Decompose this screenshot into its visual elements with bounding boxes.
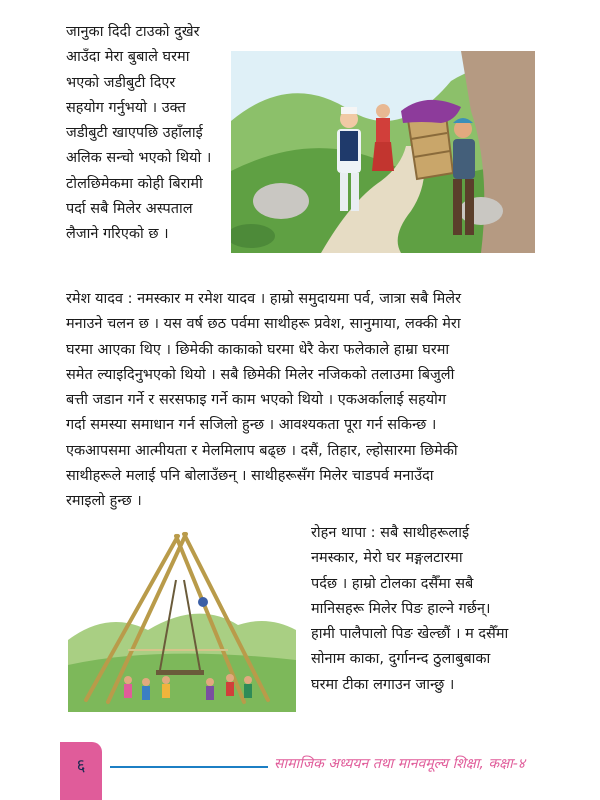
text-line: मनाउने चलन छ । यस वर्ष छठ पर्वमा साथीहरू प्रवेश, सानुमाया, लक्की मेरा: [66, 316, 461, 333]
text-line: गर्दा समस्या समाधान गर्न सजिलो हुन्छ । आवश्यकता पूरा गर्न सकिन्छ ।: [66, 417, 437, 434]
paragraph-janu: [66, 20, 228, 248]
text-line: मानिसहरू मिलेर पिङ हाल्ने गर्छन्।: [311, 600, 491, 617]
text-line: जानुका दिदी टाउको दुखेर: [66, 24, 200, 40]
text-line: रमेश यादव : नमस्कार म रमेश यादव । हाम्रो समुदायमा पर्व, जात्रा सबै मिलेर: [66, 291, 462, 307]
text-line: साथीहरूले मलाई पनि बोलाउँछन् । साथीहरूसँग मिलेर चाडपर्व मनाउँदा: [66, 468, 434, 485]
text-line: अलिक सन्चो भएको थियो ।: [66, 150, 212, 167]
text-line: सोनाम काका, दुर्गानन्द ठुलाबुबाका: [311, 651, 491, 668]
text-line: बत्ती जडान गर्ने र सरसफाइ गर्ने काम भएको थियो । एकअर्कालाई सहयोग: [66, 392, 447, 409]
paragraph-rohan: [311, 521, 543, 698]
text-line: रोहन थापा : सबै साथीहरूलाई: [311, 525, 470, 541]
text-line: आउँदा मेरा बुबाले घरमा: [66, 49, 190, 66]
bamboo-swing-illustration: [68, 530, 296, 712]
text-line: पर्दा सबै मिलेर अस्पताल: [66, 201, 193, 218]
text-line: घरमा टीका लगाउन जान्छु ।: [311, 676, 455, 693]
text-line: एकआपसमा आत्मीयता र मेलमिलाप बढ्छ । दसैं, तिहार, ल्होसारमा छिमेकी: [66, 442, 458, 459]
text-line: समेत ल्याइदिनुभएको थियो । सबै छिमेकी मिलेर नजिकको तलाउमा बिजुली: [66, 366, 455, 383]
footer-rule: [110, 766, 268, 768]
paragraph-ramesh: [66, 287, 542, 515]
footer-book-title: सामाजिक अध्ययन तथा मानवमूल्य शिक्षा, कक्षा-४: [274, 756, 526, 772]
page-number: ६: [76, 756, 86, 776]
text-line: टोलछिमेकमा कोही बिरामी: [66, 175, 203, 192]
text-line: रमाइलो हुन्छ ।: [66, 493, 142, 510]
swinging-child-figure: [198, 597, 208, 607]
text-line: घरमा आएका थिए । छिमेकी काकाको घरमा धेरै केरा फलेकाले हाम्रा घरमा: [66, 341, 450, 358]
text-line: जडीबुटी खाएपछि उहाँलाई: [66, 125, 203, 142]
text-line: भएको जडीबुटी दिएर: [66, 74, 176, 91]
text-line: सहयोग गर्नुभयो । उक्त: [66, 99, 186, 116]
text-line: नमस्कार, मेरो घर मङ्गलटारमा: [311, 550, 463, 567]
text-line: लैजाने गरिएको छ ।: [66, 226, 169, 243]
text-line: हामी पालैपालो पिङ खेल्छौं । म दसैँमा: [311, 626, 509, 643]
text-line: पर्दछ । हाम्रो टोलका दसैँमा सबै: [311, 575, 474, 592]
village-path-illustration: [231, 51, 535, 253]
